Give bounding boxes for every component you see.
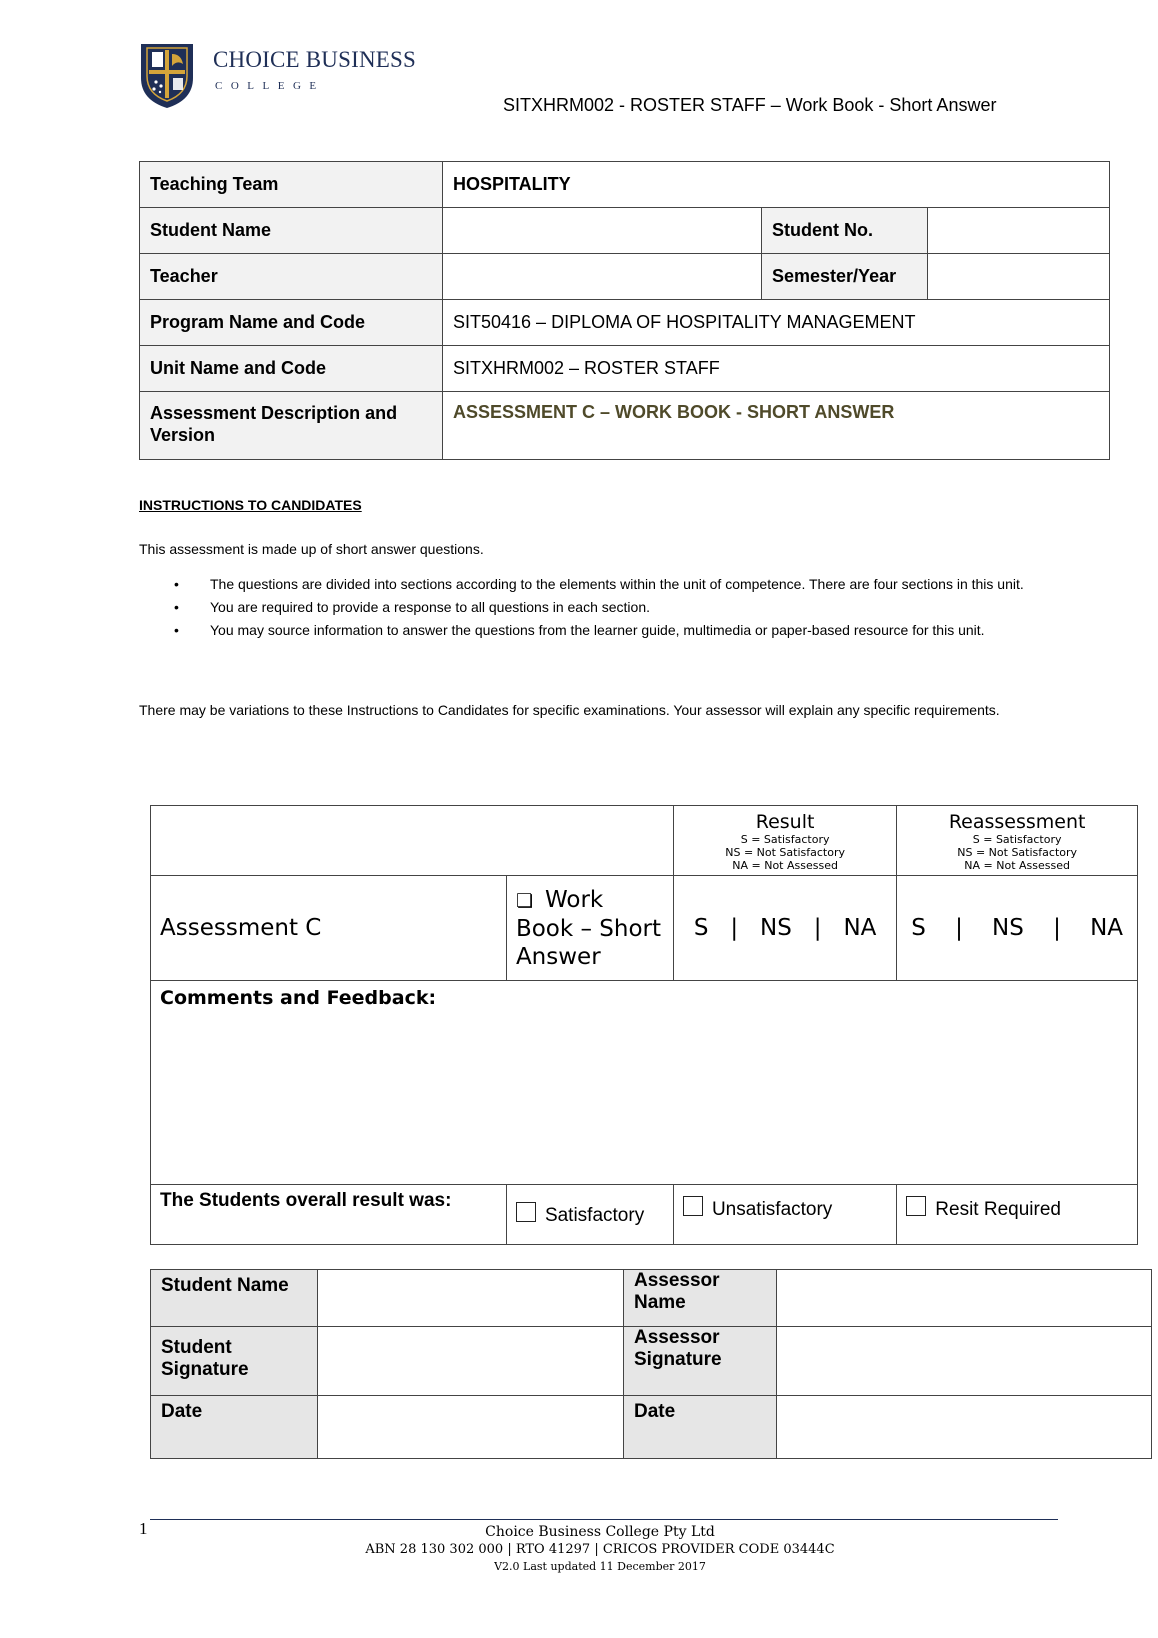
- unsatisfactory-option[interactable]: Unsatisfactory: [673, 1185, 896, 1245]
- assessor-date-label: Date: [624, 1396, 777, 1459]
- assessment-name: Assessment C: [151, 876, 507, 981]
- document-title: SITXHRM002 - ROSTER STAFF – Work Book - Short Answer: [503, 95, 997, 115]
- result-options[interactable]: S | NS | NA: [673, 876, 896, 981]
- result-header-cell: [673, 806, 896, 876]
- student-name-field[interactable]: [318, 1270, 624, 1327]
- footer-version: V2.0 Last updated 11 December 2017: [494, 1560, 706, 1573]
- teacher-field[interactable]: [443, 254, 762, 300]
- teaching-team-label: Teaching Team: [140, 162, 443, 208]
- student-name-field[interactable]: [443, 208, 762, 254]
- comments-feedback-box[interactable]: [151, 981, 1138, 1185]
- list-item: • The questions are divided into sections according to the elements within the unit of competence. There are four sections in this unit.: [174, 576, 1024, 592]
- reassessment-options[interactable]: S | NS | NA: [897, 876, 1138, 981]
- footer-company: Choice Business College Pty Ltd: [485, 1524, 715, 1540]
- teaching-team-value: HOSPITALITY: [443, 162, 1110, 208]
- student-name-label: Student Name: [151, 1270, 318, 1327]
- student-name-label: Student Name: [140, 208, 443, 254]
- checkbox-icon[interactable]: [516, 1202, 536, 1222]
- semester-field[interactable]: [928, 254, 1110, 300]
- result-table: [150, 805, 1138, 1245]
- overall-result-label: The Students overall result was:: [151, 1185, 507, 1245]
- reassessment-header-cell: [897, 806, 1138, 876]
- college-crest-logo: [139, 40, 195, 110]
- program-label: Program Name and Code: [140, 300, 443, 346]
- student-no-label: Student No.: [762, 208, 928, 254]
- assessor-signature-field[interactable]: [777, 1327, 1152, 1396]
- assessor-date-field[interactable]: [777, 1396, 1152, 1459]
- resit-required-option[interactable]: Resit Required: [897, 1185, 1138, 1245]
- instructions-bullet-list: [170, 575, 1060, 644]
- checkbox-icon[interactable]: [683, 1196, 703, 1216]
- comments-label: Comments and Feedback:: [160, 987, 437, 1009]
- teacher-label: Teacher: [140, 254, 443, 300]
- unit-value: SITXHRM002 – ROSTER STAFF: [443, 346, 1110, 392]
- result-legend-s: S = Satisfactory: [740, 833, 830, 846]
- page-number: 1: [139, 1519, 148, 1538]
- list-item: • You are required to provide a response to all questions in each section.: [174, 599, 650, 615]
- student-date-label: Date: [151, 1396, 318, 1459]
- instructions-heading: INSTRUCTIONS TO CANDIDATES: [139, 497, 362, 513]
- student-no-field[interactable]: [928, 208, 1110, 254]
- student-date-field[interactable]: [318, 1396, 624, 1459]
- instructions-intro: This assessment is made up of short answer questions.: [139, 541, 484, 557]
- satisfactory-option[interactable]: Satisfactory: [506, 1185, 673, 1245]
- assessment-info-table: [139, 161, 1110, 460]
- assessor-signature-label: Assessor Signature: [624, 1327, 777, 1396]
- assessment-description-label: Assessment Description and Version: [140, 392, 443, 460]
- task-name: Work Book – Short Answer: [515, 886, 662, 970]
- checkbox-bullet-icon: ❏: [515, 889, 533, 912]
- reassessment-legend-na: NA = Not Assessed: [964, 859, 1070, 872]
- reassessment-legend-s: S = Satisfactory: [972, 833, 1062, 846]
- result-legend-ns: NS = Not Satisfactory: [725, 846, 845, 859]
- logo-subtitle: COLLEGE: [215, 80, 325, 92]
- reassessment-title: Reassessment: [948, 811, 1086, 833]
- list-item: • You may source information to answer the questions from the learner guide, multimedia or paper-based resource for this unit.: [174, 622, 985, 638]
- checkbox-icon[interactable]: [906, 1196, 926, 1216]
- signoff-table: [150, 1269, 1152, 1459]
- reassessment-legend-ns: NS = Not Satisfactory: [957, 846, 1078, 859]
- student-signature-field[interactable]: [318, 1327, 624, 1396]
- student-signature-label: Student Signature: [151, 1327, 318, 1396]
- footer-registration: ABN 28 130 302 000 | RTO 41297 | CRICOS PROVIDER CODE 03444C: [365, 1542, 835, 1557]
- assessment-description-value: ASSESSMENT C – WORK BOOK - SHORT ANSWER: [443, 392, 1110, 460]
- footer-divider: [150, 1519, 1058, 1520]
- result-title: Result: [755, 811, 815, 833]
- unit-label: Unit Name and Code: [140, 346, 443, 392]
- semester-label: Semester/Year: [762, 254, 928, 300]
- task-cell: [506, 876, 673, 981]
- assessor-name-field[interactable]: [777, 1270, 1152, 1327]
- result-table-blank-header: [151, 806, 674, 876]
- logo-wordmark: CHOICE BUSINESS: [213, 47, 417, 72]
- instructions-closing: There may be variations to these Instructions to Candidates for specific examinations. Your assessor will explain any specific requirements.: [139, 702, 1000, 718]
- program-value: SIT50416 – DIPLOMA OF HOSPITALITY MANAGEMENT: [443, 300, 1110, 346]
- result-legend-na: NA = Not Assessed: [732, 859, 838, 872]
- assessor-name-label: Assessor Name: [624, 1270, 777, 1327]
